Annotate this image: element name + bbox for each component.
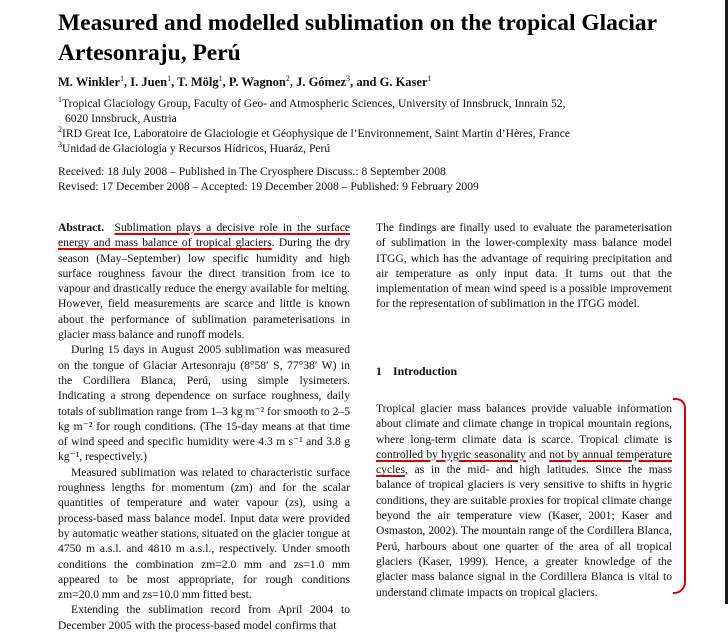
author: T. Mölg — [177, 75, 219, 89]
author: P. Wagnon — [228, 75, 286, 89]
red-annotation-bracket — [673, 398, 686, 594]
abstract-paragraph: Extending the sublimation record from April 2004 to December 2005 with the process-based model confirms that — [58, 603, 350, 632]
publication-dates — [58, 164, 479, 194]
section-title: Introduction — [393, 364, 458, 378]
highlighted-text: controlled by hygric seasonality — [376, 447, 526, 461]
paper-title: Measured and modelled sublimation on the tropical Glaciar Artesonraju, Perú — [58, 10, 657, 66]
author-list: M. Winkler$^1$, I. Juen$^1$, T. Mölg$^1$, P. Wagnon$^2$, J. Gómez$^3$, and G. Kaser$^1$ — [58, 73, 432, 89]
affiliation: $^3$Unidad de Glaciología y Recursos Hídricos, Huaráz, Perú — [58, 140, 331, 155]
received-line: Received: 18 July 2008 – Published in The Cryosphere Discuss.: 8 September 2008 — [58, 165, 446, 178]
author: I. Juen — [130, 75, 168, 89]
section-number: 1 — [376, 364, 382, 378]
author-affil-marker: 1 — [167, 73, 172, 83]
revised-line: Revised: 17 December 2008 – Accepted: 19 December 2008 – Published: 9 February 2009 — [58, 180, 479, 193]
author-affil-marker: 1 — [120, 73, 125, 83]
abstract-paragraph: Abstract. Sublimation plays a decisive role in the surface energy and mass balance of tropical glaciers. During the dry season (May–September) low specific humidity and high surface roughness favour the direct transition from ice to vapour and drastically reduce the energy available for melting. However, field measurements are scarce and little is known about the performance of sublimation parameterisations in glacier mass balance and runoff models. — [58, 221, 351, 342]
author-affil-marker: 2 — [285, 73, 290, 83]
author: M. Winkler — [58, 75, 121, 89]
affiliation: $^1$Tropical Glaciology Group, Faculty of Geo- and Atmospheric Sciences, University of Innsbruck, Innrain 52, 6020 Innsbruck, Austria — [58, 95, 566, 125]
author-affil-marker: 3 — [346, 73, 351, 83]
abstract-paragraph: During 15 days in August 2005 sublimation was measured on the tongue of Glaciar Artesonraju (8°58′ S, 77°38′ W) in the Cordillera Blanca, Perú, using simple lysimeters. Indicating a strong dependence on surface roughness, daily totals of sublimation range from 1–3 kg m⁻² for smooth to 2–5 kg m⁻² for rough conditions. (The 15-day means at that time of wind speed and specific humidity were 4.3 m s⁻¹ and 3.8 g kg⁻¹, respectively.) — [58, 343, 350, 464]
author-affil-marker: 1 — [427, 73, 432, 83]
abstract-paragraph: Measured sublimation was related to characteristic surface roughness lengths for momentum (zm) and for the scalar quantities of temperature and water vapour (zs), using a process-based mass balance model. Input data were provided by automatic weather stations, situated on the glacier tongue at 4750 m a.s.l. and 4810 m a.s.l., respectively. Under smooth conditions the combination zm=2.0 mm and zs=1.0 mm appeared to be most appropriate, for rough conditions zm=20.0 mm and zs=10.0 mm fitted best. — [58, 465, 350, 602]
section-heading — [376, 364, 457, 379]
author-affil-marker: 1 — [218, 73, 223, 83]
affiliation-list — [58, 96, 658, 156]
intro-paragraph: Tropical glacier mass balances provide valuable information about climate and climate change in tropical mountain regions, where long-term climate data is scarce. Tropical climate is controlled by hygric seasonality and not by annual temperature cycles, as in the mid- and high latitudes. Since the mass balance of tropical glaciers is very sensitive to shifts in hygric conditions, they are suitable proxies for tropical climate change beyond the air temperature view (Kaser, 2001; Kaser and Osmaston, 2002). The mountain range of the Cordillera Blanca, Perú, harbours about one quarter of the area of all tropical glaciers (Kaser, 1999). Hence, a greater knowledge of the glacier mass balance signal in the Cordillera Blanca is vital to understand climate impacts on tropical glaciers. — [376, 402, 672, 599]
author: G. Kaser — [379, 75, 428, 89]
highlighted-text: not by annual temperature cycles — [376, 447, 672, 477]
abstract-continued — [376, 220, 672, 312]
abstract-paragraph: The findings are finally used to evaluate the parameterisation of sublimation in the lower-complexity mass balance model ITGG, which has the advantage of requiring precipitation and air temperature as only input data. It turns out that the implementation of mean wind speed is a possible improvement for the representation of sublimation in the ITGG model. — [376, 221, 672, 311]
abstract-label: Abstract. — [58, 221, 105, 234]
author: J. Gómez — [296, 75, 347, 89]
abstract-column — [58, 220, 350, 633]
introduction-text — [376, 401, 672, 600]
highlighted-text: Sublimation plays a decisive role in the surface energy and mass balance of tropical glaciers — [58, 221, 350, 250]
affiliation: $^2$IRD Great Ice, Laboratoire de Glaciologie et Géophysique de l’Environnement, Saint Martin d’Hères, France — [58, 125, 571, 140]
